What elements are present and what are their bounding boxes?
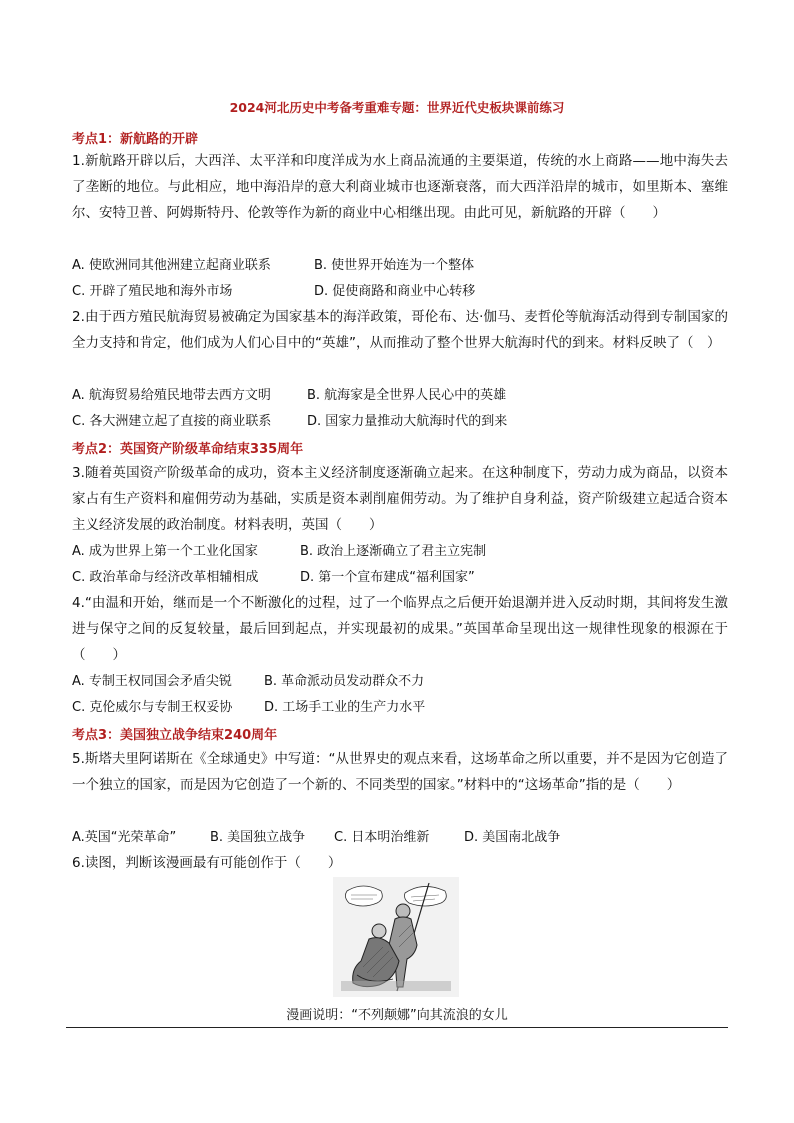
question-3-stem: 3.随着英国资产阶级革命的成功，资本主义经济制度逐渐确立起来。在这种制度下，劳动力成为商品，以资本家占有生产资料和雇佣劳动为基础，实质是资本剥削雇佣劳动。为了维护自身利益，资产阶级建立起适合资本主义经济发展的政治制度。材料表明，英国（ ） xyxy=(72,465,728,533)
question-3-option-b[interactable]: B. 政治上逐渐确立了君主立宪制 xyxy=(300,544,487,559)
question-1-option-b[interactable]: B. 使世界开始连为一个整体 xyxy=(314,258,475,273)
page-title: 2024河北历史中考备考重难专题：世界近代史板块课前练习 xyxy=(229,100,565,115)
question-2-option-a[interactable]: A. 航海贸易给殖民地带去西方文明 xyxy=(72,388,271,403)
question-2-option-d[interactable]: D. 国家力量推动大航海时代的到来 xyxy=(307,414,508,429)
question-6-stem: 6.读图，判断该漫画最有可能创作于（ ） xyxy=(72,855,342,871)
section-heading-3: 考点3：美国独立战争结束240周年 xyxy=(72,728,278,743)
question-5-option-b[interactable]: B. 美国独立战争 xyxy=(210,830,306,845)
question-5-option-d[interactable]: D. 美国南北战争 xyxy=(464,830,561,845)
question-4-option-d[interactable]: D. 工场手工业的生产力水平 xyxy=(264,700,426,715)
question-1-option-a[interactable]: A. 使欧洲同其他洲建立起商业联系 xyxy=(72,258,271,273)
question-2-option-b[interactable]: B. 航海家是全世界人民心中的英雄 xyxy=(307,388,507,403)
question-1-stem: 1.新航路开辟以后，大西洋、太平洋和印度洋成为水上商品流通的主要渠道，传统的水上商路——地中海失去了垄断的地位。与此相应，地中海沿岸的意大利商业城市也逐渐衰落，而大西洋沿岸的城市，如里斯本、塞维尔、安特卫普、阿姆斯特丹、伦敦等作为新的商业中心相继出现。由此可见，新航路的开辟（ ） xyxy=(72,153,728,221)
political-cartoon-icon xyxy=(333,877,459,997)
question-5-option-a[interactable]: A.英国“光荣革命” xyxy=(72,830,177,845)
question-1-option-d[interactable]: D. 促使商路和商业中心转移 xyxy=(314,284,476,299)
question-2-option-c[interactable]: C. 各大洲建立起了直接的商业联系 xyxy=(72,414,272,429)
question-2-stem: 2.由于西方殖民航海贸易被确定为国家基本的海洋政策，哥伦布、达·伽马、麦哲伦等航海活动得到专制国家的全力支持和肯定，他们成为人们心目中的“英雄”，从而推动了整个世界大航海时代的到来。材料反映了（ ） xyxy=(72,309,728,351)
question-1-option-c[interactable]: C. 开辟了殖民地和海外市场 xyxy=(72,284,233,299)
section-heading-2: 考点2：英国资产阶级革命结束335周年 xyxy=(72,442,304,457)
question-3-option-d[interactable]: D. 第一个宣布建成“福利国家” xyxy=(300,570,475,585)
question-5-option-c[interactable]: C. 日本明治维新 xyxy=(334,830,430,845)
figure-caption: 漫画说明：“不列颠娜”向其流浪的女儿 xyxy=(286,1008,508,1023)
question-4-option-a[interactable]: A. 专制王权同国会矛盾尖锐 xyxy=(72,674,232,689)
question-4-stem: 4.“由温和开始，继而是一个不断激化的过程，过了一个临界点之后便开始退潮并进入反动时期，其间将发生激进与保守之间的反复较量，最后回到起点，并实现最初的成果。”英国革命呈现出这一规律性现象的根源在于（ ） xyxy=(72,595,728,663)
question-5-stem: 5.斯塔夫里阿诺斯在《全球通史》中写道：“从世界史的观点来看，这场革命之所以重要，并不是因为它创造了一个独立的国家，而是因为它创造了一个新的、不同类型的国家。”材料中的“这场革命”指的是（ ） xyxy=(72,751,728,793)
section-heading-1: 考点1：新航路的开辟 xyxy=(72,132,199,147)
footer-divider xyxy=(66,1027,728,1028)
question-3-option-a[interactable]: A. 成为世界上第一个工业化国家 xyxy=(72,544,258,559)
question-3-option-c[interactable]: C. 政治革命与经济改革相辅相成 xyxy=(72,570,259,585)
question-4-option-c[interactable]: C. 克伦威尔与专制王权妥协 xyxy=(72,700,233,715)
question-4-option-b[interactable]: B. 革命派动员发动群众不力 xyxy=(264,674,425,689)
